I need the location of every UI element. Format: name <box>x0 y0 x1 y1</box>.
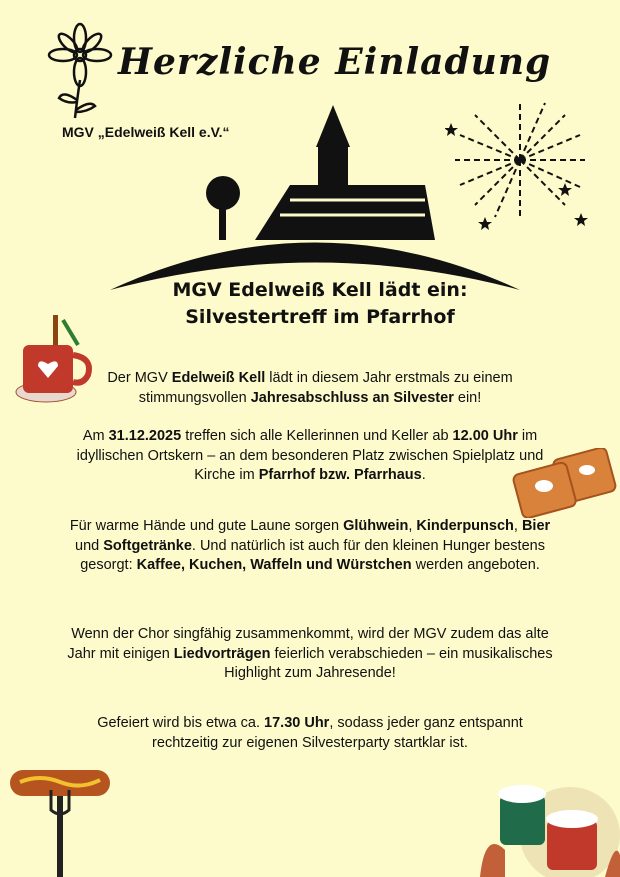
hot-cocoa-mugs-icon <box>475 760 620 877</box>
text: Gefeiert wird bis etwa ca. <box>97 715 265 731</box>
bold-text: Softgetränke <box>103 537 192 554</box>
text: , <box>408 518 417 534</box>
paragraph-choir <box>65 625 555 684</box>
bold-text: Glühwein <box>343 518 409 534</box>
paragraph-end-time <box>65 714 555 753</box>
page-title: Herzliche Einladung <box>118 41 552 83</box>
fireworks-icon <box>445 95 595 235</box>
paragraph-intro <box>65 369 555 408</box>
bold-text: Liedvorträgen <box>173 645 271 662</box>
text: im idyllischen Ortskern – an dem besonderen Platz zwischen Spielplatz und Kirche im <box>76 428 544 483</box>
bold-text: Pfarrhof bzw. Pfarrhaus <box>258 467 422 483</box>
club-name: MGV „Edelweiß Kell e.V.“ <box>62 124 230 140</box>
text: Der MGV <box>107 370 172 386</box>
text: , <box>513 518 522 534</box>
headline-line-2: Silvestertreff im Pfarrhof <box>185 306 455 328</box>
sausage-on-fork-icon <box>5 760 115 877</box>
text: . Und natürlich ist auch für den kleinen Hunger bestens gesorgt: <box>80 537 545 573</box>
bold-text: 12.00 Uhr <box>452 428 518 444</box>
star-icon <box>478 217 492 230</box>
bold-text: Jahresabschluss an Silvester <box>250 389 454 406</box>
text: , sodass jeder ganz entspannt rechtzeitig zur eigenen Silvesterparty startklar ist. <box>152 715 523 751</box>
text: treffen sich alle Kellerinnen und Keller ab <box>181 428 453 444</box>
text: feierlich verabschieden – ein musikalisches Highlight zum Jahresende! <box>224 645 553 681</box>
headline-line-1: MGV Edelweiß Kell lädt ein: <box>172 279 468 301</box>
text: . <box>421 467 426 483</box>
text: ein! <box>453 389 482 406</box>
bold-text: Edelweiß Kell <box>171 370 266 386</box>
star-icon <box>445 123 458 136</box>
text: und <box>75 537 104 554</box>
star-icon <box>558 183 572 196</box>
star-icon <box>574 213 588 226</box>
bold-text: 31.12.2025 <box>108 428 182 444</box>
bold-text: 17.30 Uhr <box>264 715 330 731</box>
text: Am <box>82 428 109 444</box>
text: werden angeboten. <box>411 557 540 573</box>
text: Für warme Hände und gute Laune sorgen <box>69 518 344 534</box>
bold-text: Kinderpunsch <box>416 518 514 534</box>
paragraph-date-location <box>65 427 555 486</box>
bold-text: Bier <box>521 518 551 534</box>
paragraph-food-drinks <box>65 517 555 576</box>
bold-text: Kaffee, Kuchen, Waffeln und Würstchen <box>136 557 412 573</box>
text: Wenn der Chor singfähig zusammenkommt, wird der MGV zudem das alte Jahr mit einigen <box>67 626 549 662</box>
text: lädt in diesem Jahr erstmals zu einem stimmungsvollen <box>138 370 513 406</box>
